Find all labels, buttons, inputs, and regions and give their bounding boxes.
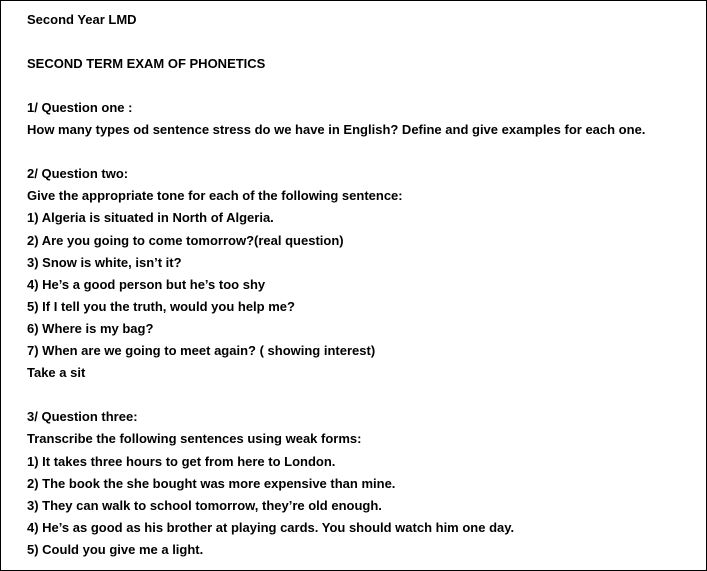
list-item: 5) Could you give me a light. (27, 542, 204, 557)
list-item: 2) Are you going to come tomorrow?(real question) (27, 233, 344, 248)
exam-title: SECOND TERM EXAM OF PHONETICS (27, 56, 266, 71)
list-item: 6) Where is my bag? (27, 321, 154, 336)
year-label: Second Year LMD (27, 12, 137, 27)
list-item: 7) When are we going to meet again? ( showing interest) (27, 343, 376, 358)
question-three-heading: 3/ Question three: (27, 409, 138, 424)
question-two-heading: 2/ Question two: (27, 166, 129, 181)
list-item: 4) He’s a good person but he’s too shy (27, 277, 266, 292)
question-three-instruction: Transcribe the following sentences using weak forms: (27, 431, 362, 446)
list-item: 4) He’s as good as his brother at playing cards. You should watch him one day. (27, 520, 515, 535)
question-two-extra: Take a sit (27, 365, 86, 380)
list-item: 3) They can walk to school tomorrow, they’re old enough. (27, 498, 382, 513)
list-item: 5) If I tell you the truth, would you help me? (27, 299, 295, 314)
list-item: 1) Algeria is situated in North of Algeria. (27, 210, 274, 225)
list-item: 1) It takes three hours to get from here to London. (27, 454, 336, 469)
question-one-heading: 1/ Question one : (27, 100, 133, 115)
list-item: 2) The book the she bought was more expensive than mine. (27, 476, 396, 491)
question-two-instruction: Give the appropriate tone for each of the following sentence: (27, 188, 403, 203)
list-item: 3) Snow is white, isn’t it? (27, 255, 182, 270)
question-one-text: How many types od sentence stress do we have in English? Define and give examples for each one. (27, 122, 646, 137)
